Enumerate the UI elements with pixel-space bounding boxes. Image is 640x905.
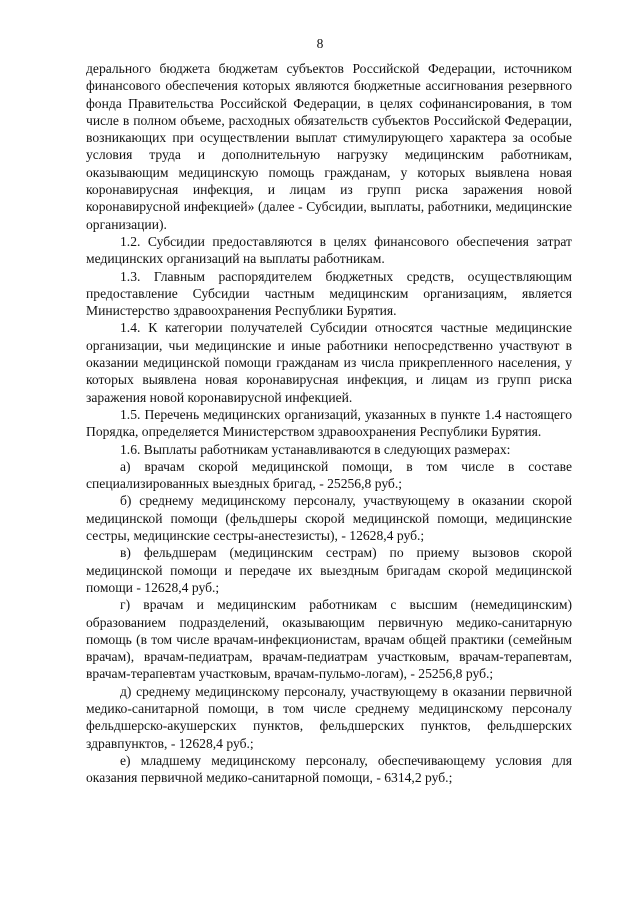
list-item-g: г) врачам и медицинским работникам с высшим (немедицинским) образованием подразделений, оказывающим первичную медико-санитарную помощь (в том числе врачам-инфекционистам, врачам общей практики (семейным врачам), врачам-педиатрам, врачам-педиатрам участковым, врачам-терапевтам, врачам-терапевтам участковым, врачам-пульмо-логам), - 25256,8 руб.; [86, 597, 572, 682]
paragraph-1-2: 1.2. Субсидии предоставляются в целях финансового обеспечения затрат медицинских организаций на выплаты работникам. [86, 233, 572, 267]
list-item-e: е) младшему медицинскому персоналу, обеспечивающему условия для оказания первичной медико-санитарной помощи, - 6314,2 руб.; [86, 752, 572, 786]
page-number: 8 [316, 36, 324, 51]
paragraph-1-5: 1.5. Перечень медицинских организаций, указанных в пункте 1.4 настоящего Порядка, определяется Министерством здравоохранения Республики Бурятия. [86, 406, 572, 440]
list-item-v: в) фельдшерам (медицинским сестрам) по приему вызовов скорой медицинской помощи и передаче их выездным бригадам скорой медицинской помощи - 12628,4 руб.; [86, 545, 572, 595]
list-item-a: а) врачам скорой медицинской помощи, в том числе в составе специализированных выездных бригад, - 25256,8 руб.; [86, 458, 572, 492]
list-item-d: д) среднему медицинскому персоналу, участвующему в оказании первичной медико-санитарной помощи, в том числе среднему медицинскому персоналу фельдшерско-акушерских пунктов, фельдшерских пунктов, фельдшерских здравпунктов, - 12628,4 руб.; [86, 683, 572, 751]
paragraph-1-3: 1.3. Главным распорядителем бюджетных средств, осуществляющим предоставление Субсидии частным медицинским организациям, является Министерство здравоохранения Республики Бурятия. [86, 268, 572, 319]
list-item-b: б) среднему медицинскому персоналу, участвующему в оказании скорой медицинской помощи (фельдшеры скорой медицинской помощи, медицинские сестры, медицинские сестры-анестезисты), - 12628,4 руб.; [86, 493, 572, 544]
paragraph-1-4: 1.4. К категории получателей Субсидии относятся частные медицинские организации, чьи медицинские и иные работники непосредственно участвуют в оказании медицинской помощи гражданам из числа прикрепленного населения, у которых выявлена новая коронавирусная инфекция, и лицам из групп риска заражения новой коронавирусной инфекцией. [86, 320, 572, 405]
paragraph-1-6: 1.6. Выплаты работникам устанавливаются в следующих размерах: [120, 441, 511, 457]
document-body [86, 60, 572, 786]
paragraph-continued: дерального бюджета бюджетам субъектов Российской Федерации, источником финансового обеспечения которых являются бюджетные ассигнования резервного фонда Правительства Российской Федерации, в целях софинансирования, в том числе в полном объеме, расходных обязательств субъектов Российской Федерации, возникающих при осуществлении выплат стимулирующего характера за особые условия труда и дополнительную нагрузку медицинским работникам, оказывающим медицинскую помощь гражданам, у которых выявлена новая коронавирусная инфекция, и лицам из групп риска заражения новой коронавирусной инфекцией» (далее - Субсидии, выплаты, работники, медицинские организации). [86, 61, 572, 232]
